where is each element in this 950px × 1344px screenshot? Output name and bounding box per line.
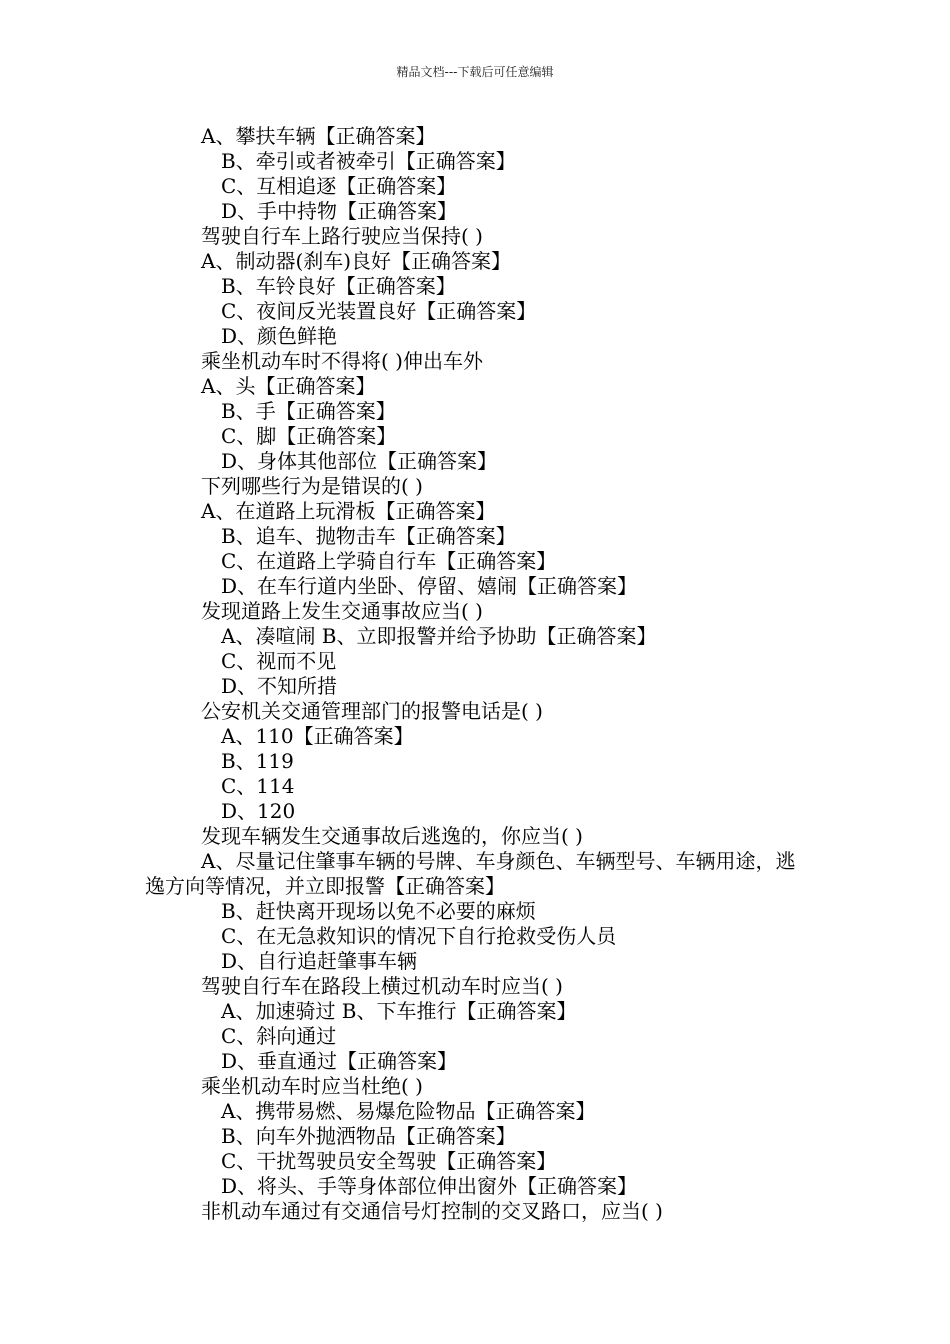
question-line: 公安机关交通管理部门的报警电话是( ) [201, 699, 543, 723]
answer-option: A、制动器(刹车)良好【正确答案】 [201, 249, 512, 273]
answer-option: D、不知所措 [221, 674, 338, 698]
page-header: 精品文档---下载后可任意编辑 [396, 65, 554, 79]
answer-option: D、120 [221, 799, 296, 823]
answer-option: C、互相追逐【正确答案】 [221, 174, 457, 198]
answer-option: B、车铃良好【正确答案】 [221, 274, 456, 298]
answer-option: C、夜间反光装置良好【正确答案】 [221, 299, 537, 323]
question-line: 驾驶自行车上路行驶应当保持( ) [201, 224, 483, 248]
answer-option: D、身体其他部位【正确答案】 [221, 449, 498, 473]
answer-option: C、脚【正确答案】 [221, 424, 397, 448]
answer-option: A、携带易燃、易爆危险物品【正确答案】 [221, 1099, 596, 1123]
answer-option: D、颜色鲜艳 [221, 324, 338, 348]
answer-option: B、119 [221, 749, 294, 773]
answer-option: B、向车外抛洒物品【正确答案】 [221, 1124, 516, 1148]
answer-option: C、视而不见 [221, 649, 337, 673]
answer-option: A、尽量记住肇事车辆的号牌、车身颜色、车辆型号、车辆用途，逃逸方向等情况，并立即报警【正确答案】 [145, 849, 796, 898]
answer-option: D、自行追赶肇事车辆 [221, 949, 418, 973]
answer-option: C、斜向通过 [221, 1024, 337, 1048]
answer-option: A、加速骑过 B、下车推行【正确答案】 [221, 999, 577, 1023]
answer-option: D、垂直通过【正确答案】 [221, 1049, 458, 1073]
answer-option: D、在车行道内坐卧、停留、嬉闹【正确答案】 [221, 574, 638, 598]
answer-option: B、手【正确答案】 [221, 399, 396, 423]
answer-option: A、凑喧闹 B、立即报警并给予协助【正确答案】 [221, 624, 657, 648]
question-line: 下列哪些行为是错误的( ) [201, 474, 423, 498]
answer-option: C、在道路上学骑自行车【正确答案】 [221, 549, 557, 573]
answer-option: B、追车、抛物击车【正确答案】 [221, 524, 516, 548]
answer-option: C、114 [221, 774, 295, 798]
answer-option: D、手中持物【正确答案】 [221, 199, 458, 223]
question-line: 非机动车通过有交通信号灯控制的交叉路口，应当( ) [201, 1199, 663, 1223]
answer-option: D、将头、手等身体部位伸出窗外【正确答案】 [221, 1174, 638, 1198]
answer-option: C、干扰驾驶员安全驾驶【正确答案】 [221, 1149, 557, 1173]
answer-option: A、在道路上玩滑板【正确答案】 [201, 499, 496, 523]
answer-option: B、赶快离开现场以免不必要的麻烦 [221, 899, 536, 923]
question-line: 驾驶自行车在路段上横过机动车时应当( ) [201, 974, 563, 998]
answer-option: A、头【正确答案】 [201, 374, 376, 398]
answer-option: C、在无急救知识的情况下自行抢救受伤人员 [221, 924, 617, 948]
question-line: 乘坐机动车时应当杜绝( ) [201, 1074, 423, 1098]
question-line: 乘坐机动车时不得将( )伸出车外 [201, 349, 483, 373]
question-line: 发现车辆发生交通事故后逃逸的，你应当( ) [201, 824, 583, 848]
answer-option: A、攀扶车辆【正确答案】 [201, 124, 436, 148]
answer-option: B、牵引或者被牵引【正确答案】 [221, 149, 516, 173]
answer-option: A、110【正确答案】 [221, 724, 414, 748]
question-line: 发现道路上发生交通事故应当( ) [201, 599, 483, 623]
document-body [0, 124, 950, 1224]
